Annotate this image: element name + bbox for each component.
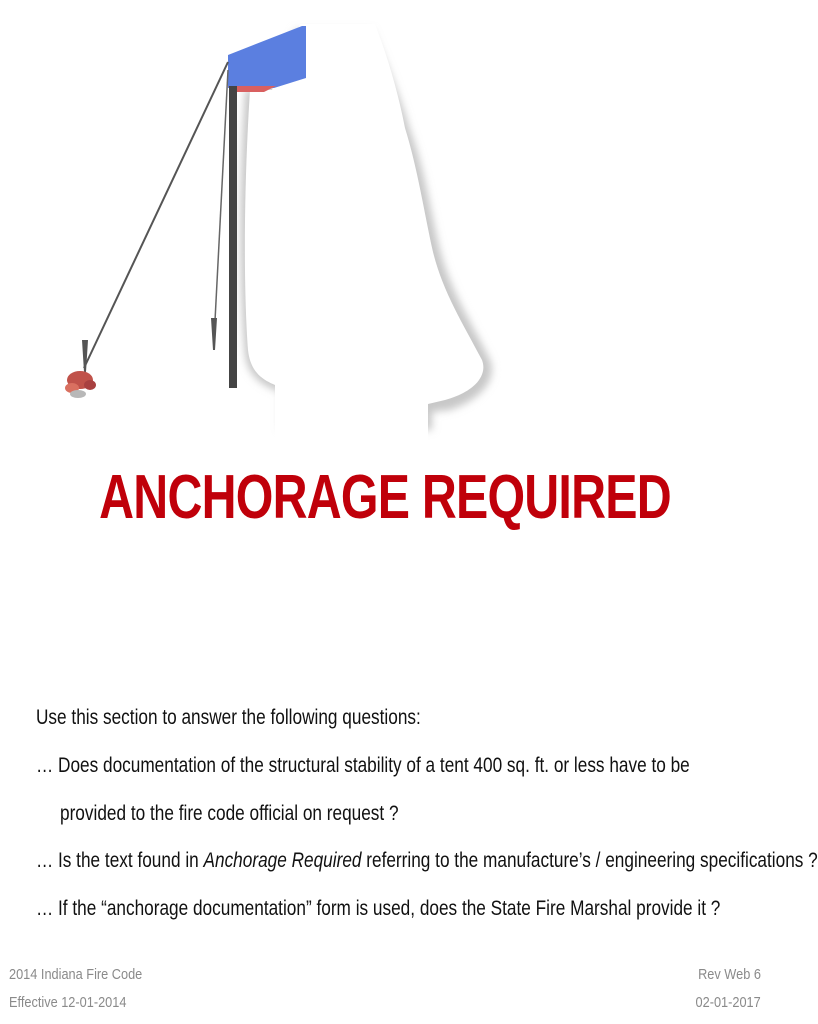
question-2 <box>36 849 818 873</box>
footer-revision: Rev Web 6 <box>698 966 761 983</box>
question-1-line-2: provided to the fire code official on request ? <box>60 802 399 825</box>
tent-anchorage-illustration <box>0 0 770 450</box>
question-2-emphasis: Anchorage Required <box>203 849 362 872</box>
question-2-prefix: … Is the text found in <box>36 849 204 872</box>
footer-code-edition: 2014 Indiana Fire Code <box>9 966 143 983</box>
guy-line-secondary <box>214 70 228 340</box>
guy-line <box>84 62 228 368</box>
ground-stake <box>82 340 88 372</box>
anchor-weight <box>65 371 96 398</box>
tent-pole <box>229 86 237 388</box>
question-3: … If the “anchorage documentation” form is used, does the State Fire Marshal provide it ? <box>36 897 721 920</box>
tent-roof <box>228 26 306 88</box>
footer-effective-date: Effective 12-01-2014 <box>9 994 127 1011</box>
questions-intro: Use this section to answer the following questions: <box>36 706 421 729</box>
question-1-line-1: … Does documentation of the structural stability of a tent 400 sq. ft. or less have to be <box>36 754 690 777</box>
page-title: ANCHORAGE REQUIRED <box>99 463 671 532</box>
secondary-stake <box>211 318 217 350</box>
footer-revision-date: 02-01-2017 <box>695 994 761 1011</box>
tent-sidewall <box>245 24 484 445</box>
question-2-suffix: referring to the manufacture’s / engineering specifications ? <box>361 849 818 872</box>
